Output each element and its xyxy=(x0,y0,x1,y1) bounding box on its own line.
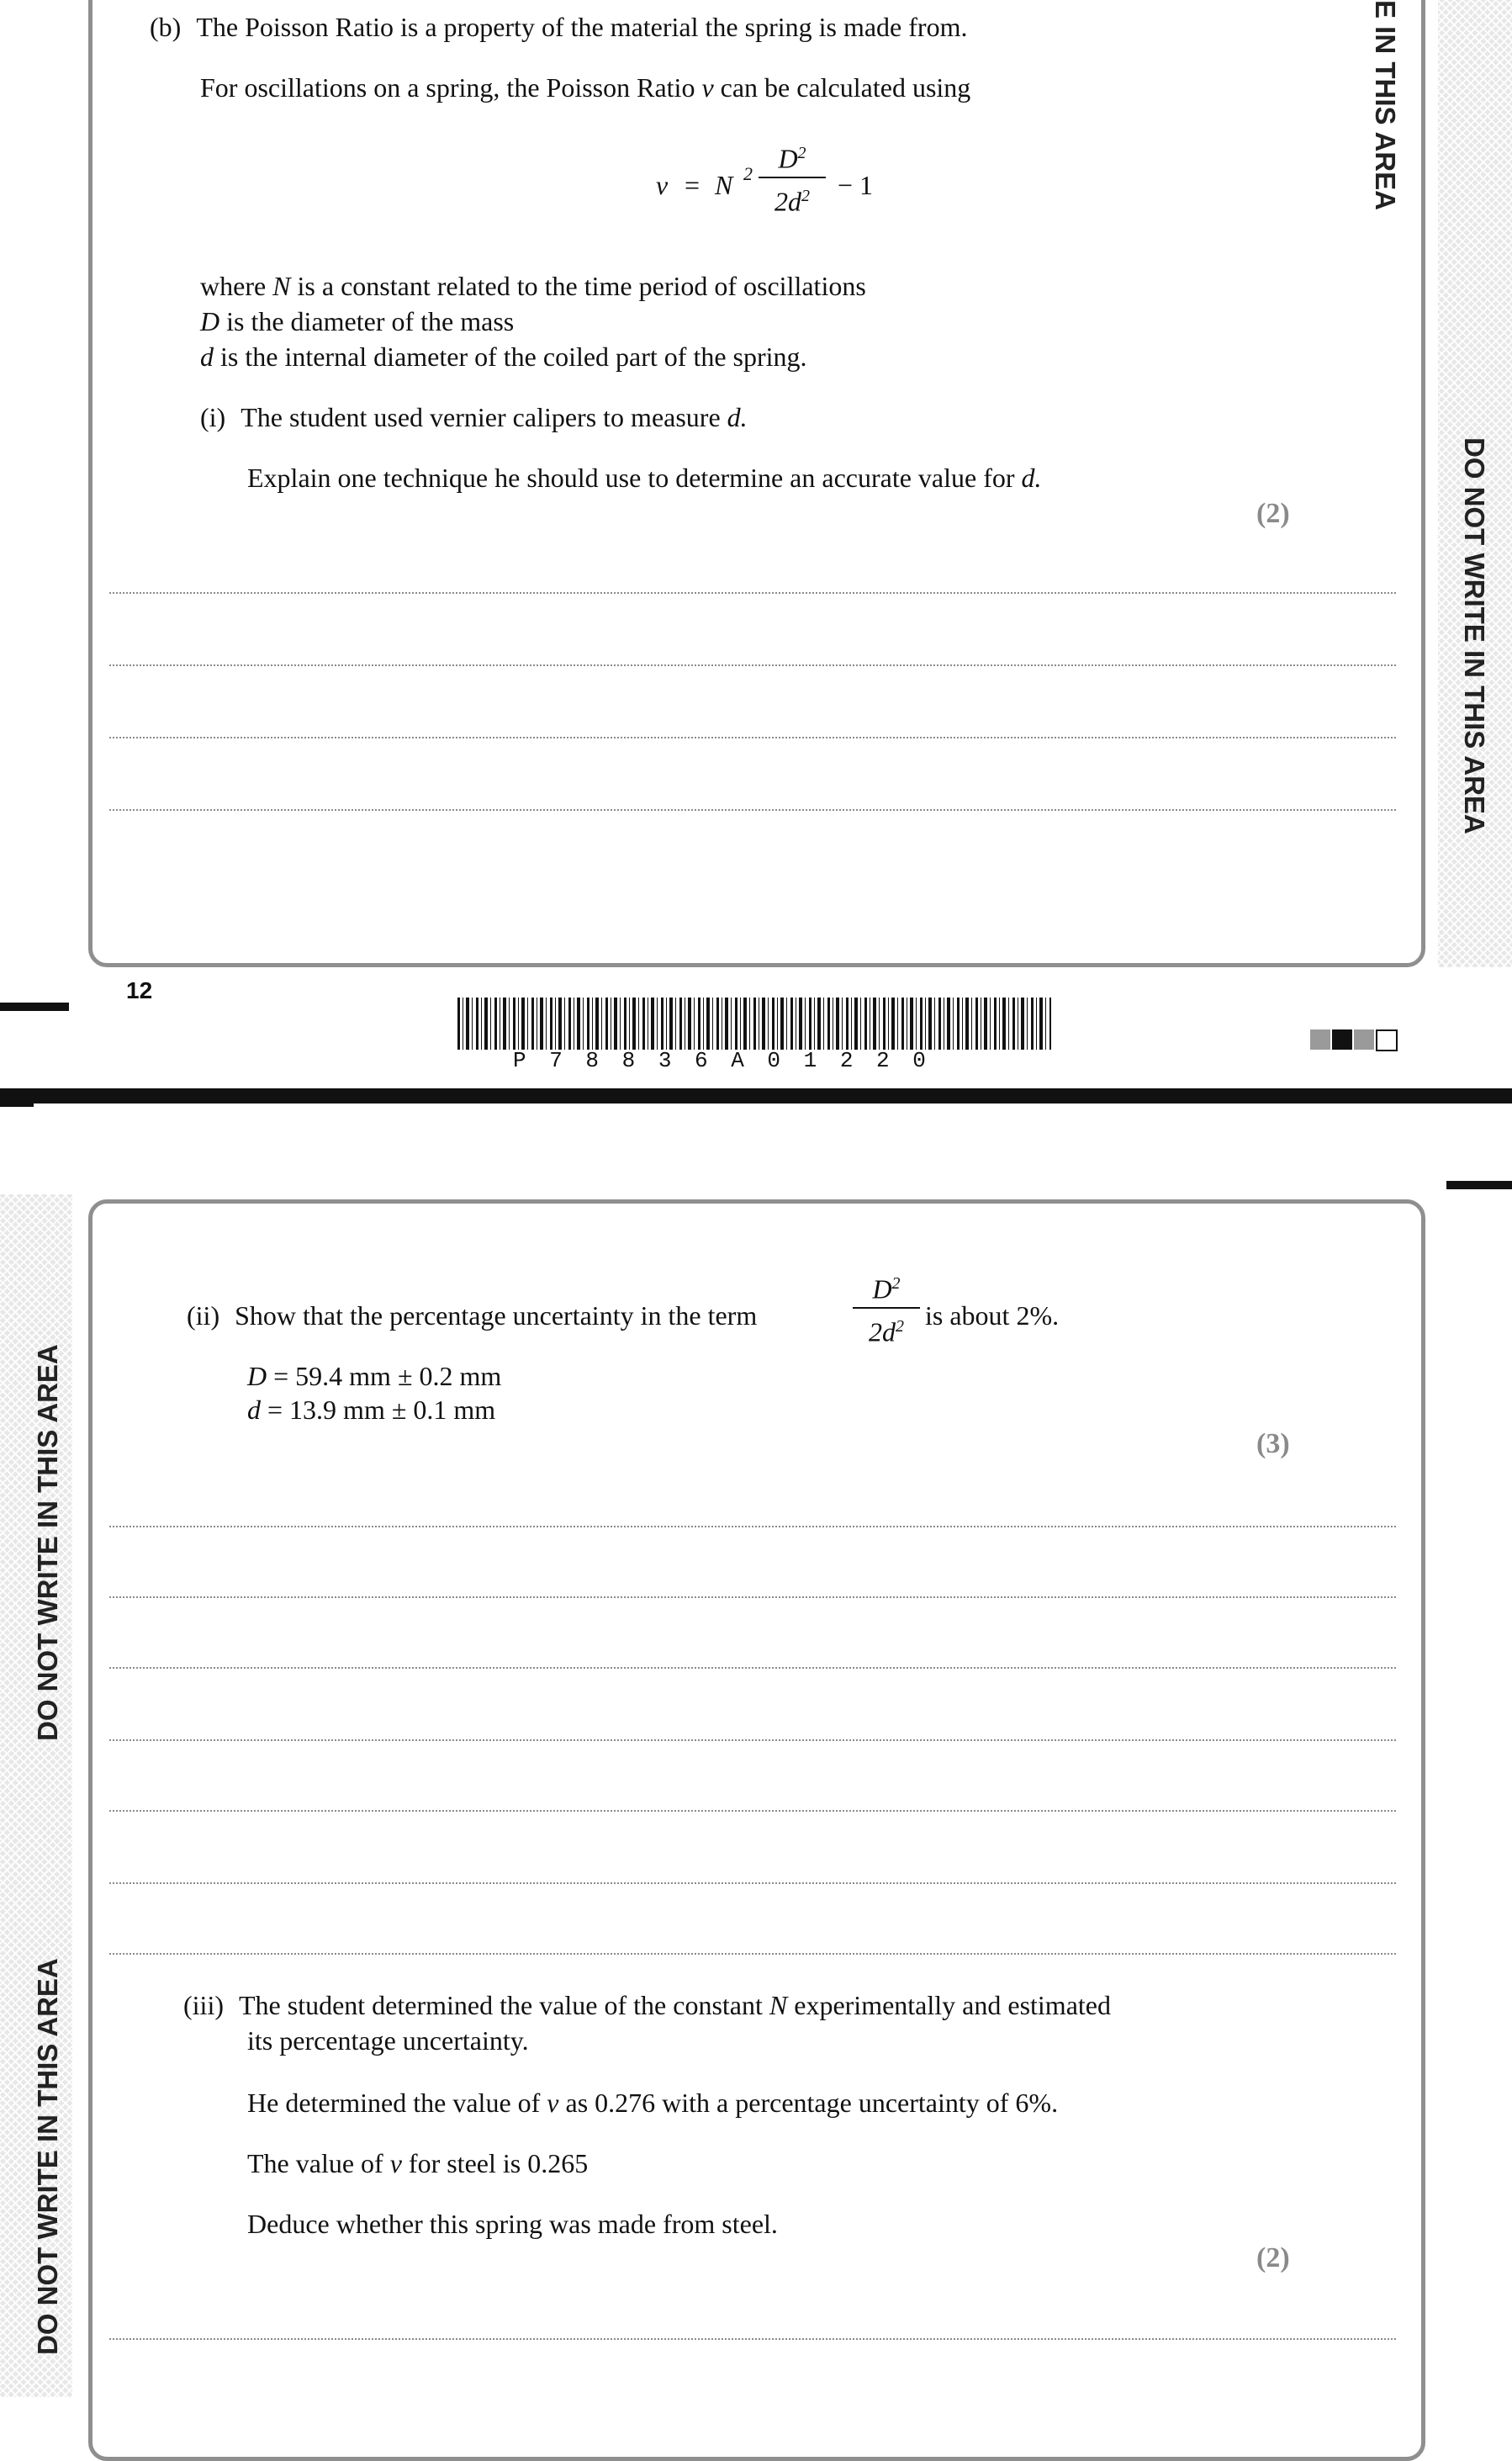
barcode-text: P 7 8 8 3 6 A 0 1 2 2 0 xyxy=(513,1048,931,1073)
margin-label-left-bottom: DO NOT WRITE IN THIS AREA xyxy=(32,1958,63,2355)
answer-line[interactable] xyxy=(109,2338,1396,2340)
formula-lhs: v xyxy=(656,170,669,200)
marks-iii: (2) xyxy=(1256,2242,1290,2273)
progress-square xyxy=(1310,1029,1330,1050)
where-text-N: is a constant related to the time period of oscillations xyxy=(297,271,866,301)
answer-line[interactable] xyxy=(109,1882,1396,1884)
where-var-D: D xyxy=(200,306,220,336)
ii-fraction-bar xyxy=(853,1307,920,1309)
denominator-exponent: 2 xyxy=(801,186,810,205)
progress-square xyxy=(1332,1029,1352,1050)
margin-label-right-top: E IN THIS AREA xyxy=(1370,0,1402,210)
progress-squares xyxy=(1310,1029,1403,1051)
formula-tail: − 1 xyxy=(838,170,874,200)
where-line-D xyxy=(200,304,514,338)
question-iii-text: The student determined the value of the constant xyxy=(238,1990,763,2020)
formula-fraction xyxy=(759,138,826,216)
intro-variable: v xyxy=(701,72,714,103)
fraction-numerator: D xyxy=(778,143,798,174)
intro-sentence: For oscillations on a spring, the Poisson Ratio xyxy=(200,72,695,103)
question-i-instruction xyxy=(247,461,1042,495)
where-text-D: is the diameter of the mass xyxy=(226,306,515,336)
where-text-d: is the internal diameter of the coiled part of the spring. xyxy=(220,341,807,372)
where-line-N xyxy=(200,269,866,303)
question-i-instruction-text: Explain one technique he should use to determine an accurate value for xyxy=(247,463,1015,493)
intro-sentence-end: can be calculated using xyxy=(720,72,971,103)
page-margin-mark xyxy=(0,1003,69,1011)
margin-label-right-mid: DO NOT WRITE IN THIS AREA xyxy=(1459,437,1490,834)
answer-line[interactable] xyxy=(109,1526,1396,1527)
formula-N-exponent: 2 xyxy=(743,163,753,184)
answer-line[interactable] xyxy=(109,737,1396,738)
ii-numerator-exponent: 2 xyxy=(891,1274,901,1293)
question-i-label: (i) xyxy=(200,402,226,432)
para-2-end: for steel is 0.265 xyxy=(408,2148,589,2178)
question-i-instruction-variable: d. xyxy=(1021,463,1042,493)
ii-fraction-numerator: D xyxy=(872,1273,892,1305)
answer-line[interactable] xyxy=(109,1953,1396,1955)
para-1-variable: v xyxy=(547,2088,559,2118)
marks-i: (2) xyxy=(1256,498,1290,529)
fraction-bar xyxy=(759,177,826,178)
progress-square xyxy=(1354,1029,1374,1050)
value-d-var: d xyxy=(247,1395,261,1425)
question-iii-var-N: N xyxy=(769,1990,788,2020)
answer-line[interactable] xyxy=(109,1667,1396,1669)
value-d xyxy=(247,1393,495,1426)
intro-text xyxy=(200,71,970,104)
para-1-text: He determined the value of xyxy=(247,2088,541,2118)
answer-line[interactable] xyxy=(109,809,1396,811)
value-D-var: D xyxy=(247,1361,267,1391)
margin-label-left-mid: DO NOT WRITE IN THIS AREA xyxy=(32,1344,63,1741)
formula-N: N xyxy=(715,170,733,200)
para-2-variable: v xyxy=(389,2148,402,2178)
para-1-end: as 0.276 with a percentage uncertainty of 6%. xyxy=(565,2088,1059,2118)
ii-fraction-denominator: 2d xyxy=(869,1316,896,1347)
question-ii-end: is about 2%. xyxy=(925,1300,1060,1331)
answer-line[interactable] xyxy=(109,1596,1396,1598)
question-iii-para-1 xyxy=(247,2086,1058,2120)
question-iii xyxy=(183,1988,1111,2022)
fraction-denominator: 2d xyxy=(775,186,801,217)
progress-square xyxy=(1376,1029,1398,1051)
formula-equals: = xyxy=(685,170,700,200)
where-line-d xyxy=(200,340,807,373)
question-ii-label: (ii) xyxy=(187,1300,220,1331)
answer-line[interactable] xyxy=(109,664,1396,666)
question-iii-para-2 xyxy=(247,2146,588,2180)
value-D xyxy=(247,1359,501,1393)
page-number: 12 xyxy=(126,977,153,1003)
marks-ii: (3) xyxy=(1256,1428,1290,1459)
question-i-variable: d. xyxy=(727,402,748,432)
question-b-label: (b) xyxy=(150,12,182,42)
answer-line[interactable] xyxy=(109,1810,1396,1812)
para-2-text: The value of xyxy=(247,2148,383,2178)
barcode xyxy=(457,998,1051,1050)
value-d-text: = 13.9 mm ± 0.1 mm xyxy=(267,1395,496,1425)
page-edge-mark xyxy=(0,1103,34,1107)
question-iii-text-end: experimentally and estimated xyxy=(794,1990,1111,2020)
where-prefix: where xyxy=(200,271,267,301)
where-var-N: N xyxy=(272,271,291,301)
question-ii xyxy=(187,1299,757,1332)
question-i xyxy=(200,400,748,434)
question-b xyxy=(150,10,967,44)
page-edge-mark xyxy=(1446,1181,1512,1189)
question-iii-label: (iii) xyxy=(183,1990,224,2020)
answer-line[interactable] xyxy=(109,1739,1396,1741)
question-i-text: The student used vernier calipers to measure xyxy=(241,402,721,432)
where-var-d: d xyxy=(200,341,214,372)
numerator-exponent: 2 xyxy=(797,144,806,162)
question-b-text: The Poisson Ratio is a property of the material the spring is made from. xyxy=(196,12,968,42)
ii-denominator-exponent: 2 xyxy=(896,1316,904,1336)
answer-line[interactable] xyxy=(109,592,1396,594)
page-divider xyxy=(0,1088,1512,1103)
question-iii-para-3: Deduce whether this spring was made from steel. xyxy=(247,2209,778,2239)
value-D-text: = 59.4 mm ± 0.2 mm xyxy=(273,1361,502,1391)
question-ii-text: Show that the percentage uncertainty in the term xyxy=(235,1300,758,1331)
question-iii-line-2: its percentage uncertainty. xyxy=(247,2025,529,2056)
poisson-formula xyxy=(656,135,908,227)
question-ii-fraction xyxy=(853,1268,920,1347)
